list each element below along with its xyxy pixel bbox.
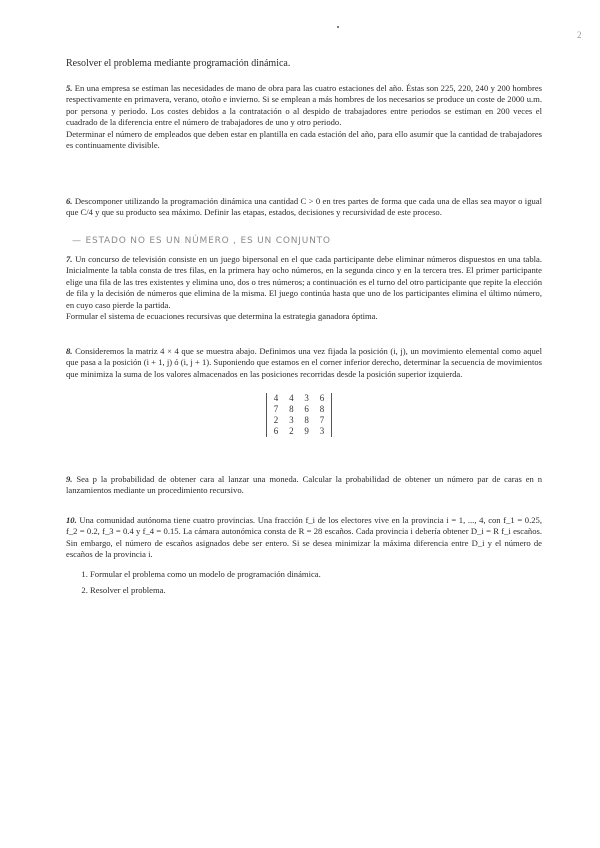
problem-7 [66,254,542,322]
matrix-cell: 8 [304,415,309,425]
problem-6 [66,196,542,219]
matrix-cell: 6 [319,393,325,403]
matrix-cell: 6 [273,426,279,436]
list-item: 1. Formular el problema como un modelo de programación dinámica. [90,569,542,580]
matrix-row [270,404,328,415]
problem-10 [66,515,542,601]
problem-6-text [66,196,542,219]
problem-9-text [66,474,542,497]
matrix-row [270,415,328,426]
matrix-4x4 [266,393,332,437]
problem-8 [66,346,542,380]
problem-10-text [66,515,542,561]
page-dot [337,26,339,28]
matrix-cell: 7 [319,415,325,425]
problem-number: 10. [66,515,77,525]
paragraph: Determinar el número de empleados que deben estar en plantilla en cada estación del año, para ello asumir que la cantidad de trabajadores es continuamente divisible. [66,128,542,151]
matrix-cell: 8 [289,404,294,414]
matrix-cell: 3 [304,393,309,403]
corner-mark: 2 [577,30,582,40]
list-item: 2. Resolver el problema. [90,585,542,596]
problem-number: 7. [66,254,73,264]
paragraph: Una comunidad autónoma tiene cuatro provincias. Una fracción f_i de los electores vive en la provincia i = 1, ..., 4, con f_1 = 0.25, f_2 = 0.2, f_3 = 0.4 y f_4 = 0.15. La cámara autonómica consta de R = 28 escaños. Cada provincia i debería obtener D_i = R f_i escaños. Sin embargo, el número de escaños asignados debe ser entero. Si se desea minimizar la máxima diferencia entre D_i y el número de escaños de la provincia i. [66,515,542,560]
matrix-cell: 3 [319,426,325,436]
task-list [66,569,542,597]
matrix-cell: 8 [319,404,325,414]
problem-7-text [66,254,542,311]
matrix-cell: 3 [289,415,294,425]
handwritten-note: — ESTADO NO ES UN NÚMERO , ES UN CONJUNTO [72,236,331,246]
problem-5-text [66,83,542,129]
problem-5 [66,83,542,151]
matrix-row [270,426,328,437]
intro-heading: Resolver el problema mediante programación dinámica. [66,58,291,69]
matrix-cell: 6 [304,404,309,414]
paragraph: Descomponer utilizando la programación dinámica una cantidad C > 0 en tres partes de forma que cada una de ellas sea mayor o igual que C/4 y que su producto sea máximo. Definir las etapas, estados, decisiones y recursividad de este proceso. [66,196,542,218]
problem-number: 5. [66,83,73,93]
matrix-cell: 4 [273,393,279,403]
paragraph: Formular el sistema de ecuaciones recursivas que determina la estrategia ganadora óptima. [66,311,378,322]
matrix-cell: 4 [289,393,294,403]
matrix-cell: 2 [289,426,294,436]
paragraph: Sea p la probabilidad de obtener cara al lanzar una moneda. Calcular la probabilidad de obtener un número par de caras en n lanzamientos mediante un procedimiento recursivo. [66,474,542,496]
paragraph: Un concurso de televisión consiste en un juego bipersonal en el que cada participante debe eliminar números dispuestos en una tabla. Inicialmente la tabla consta de tres filas, en la primera hay ocho números, en la segunda cinco y en la tercera tres. El primer participante elige una fila de las tres existentes y elimina uno, dos o tres números; a continuación es el turno del otro participante que repite la elección de fila y la decisión de números que elimina de la misma. El juego continúa hasta que uno de los participantes elimina el último número, en cuyo caso pierde la partida. [66,254,543,310]
paragraph: Consideremos la matriz 4 × 4 que se muestra abajo. Definimos una vez fijada la posición (i, j), un movimiento elemental como aquel que pasa a la posición (i + 1, j) ó (i, j + 1). Suponiendo que estamos en el corner inferior derecho, determinar la secuencia de movimientos que minimiza la suma de los valores almacenados en las posiciones recorridas desde la posición superior izquierda. [66,346,542,379]
matrix-cell: 2 [273,415,279,425]
paragraph: En una empresa se estiman las necesidades de mano de obra para las cuatro estaciones del año. Éstas son 225, 220, 240 y 200 hombres respectivamente en primavera, verano, otoño e invierno. Si se emplean a más hombres de los necesarios se produce un coste de 2000 u.m. por persona y periodo. Los costes debidos a la contratación o al despido de trabajadores entre periodos se estiman en 200 veces el cuadrado de la diferencia entre el número de trabajadores de uno y otro periodo. [66,83,542,128]
problem-number: 8. [66,346,73,356]
problem-number: 9. [66,474,73,484]
problem-number: 6. [66,196,73,206]
matrix-cell: 9 [304,426,309,436]
problem-9 [66,474,542,497]
matrix-cell: 7 [273,404,279,414]
matrix-row [270,393,328,404]
problem-8-text [66,346,542,380]
